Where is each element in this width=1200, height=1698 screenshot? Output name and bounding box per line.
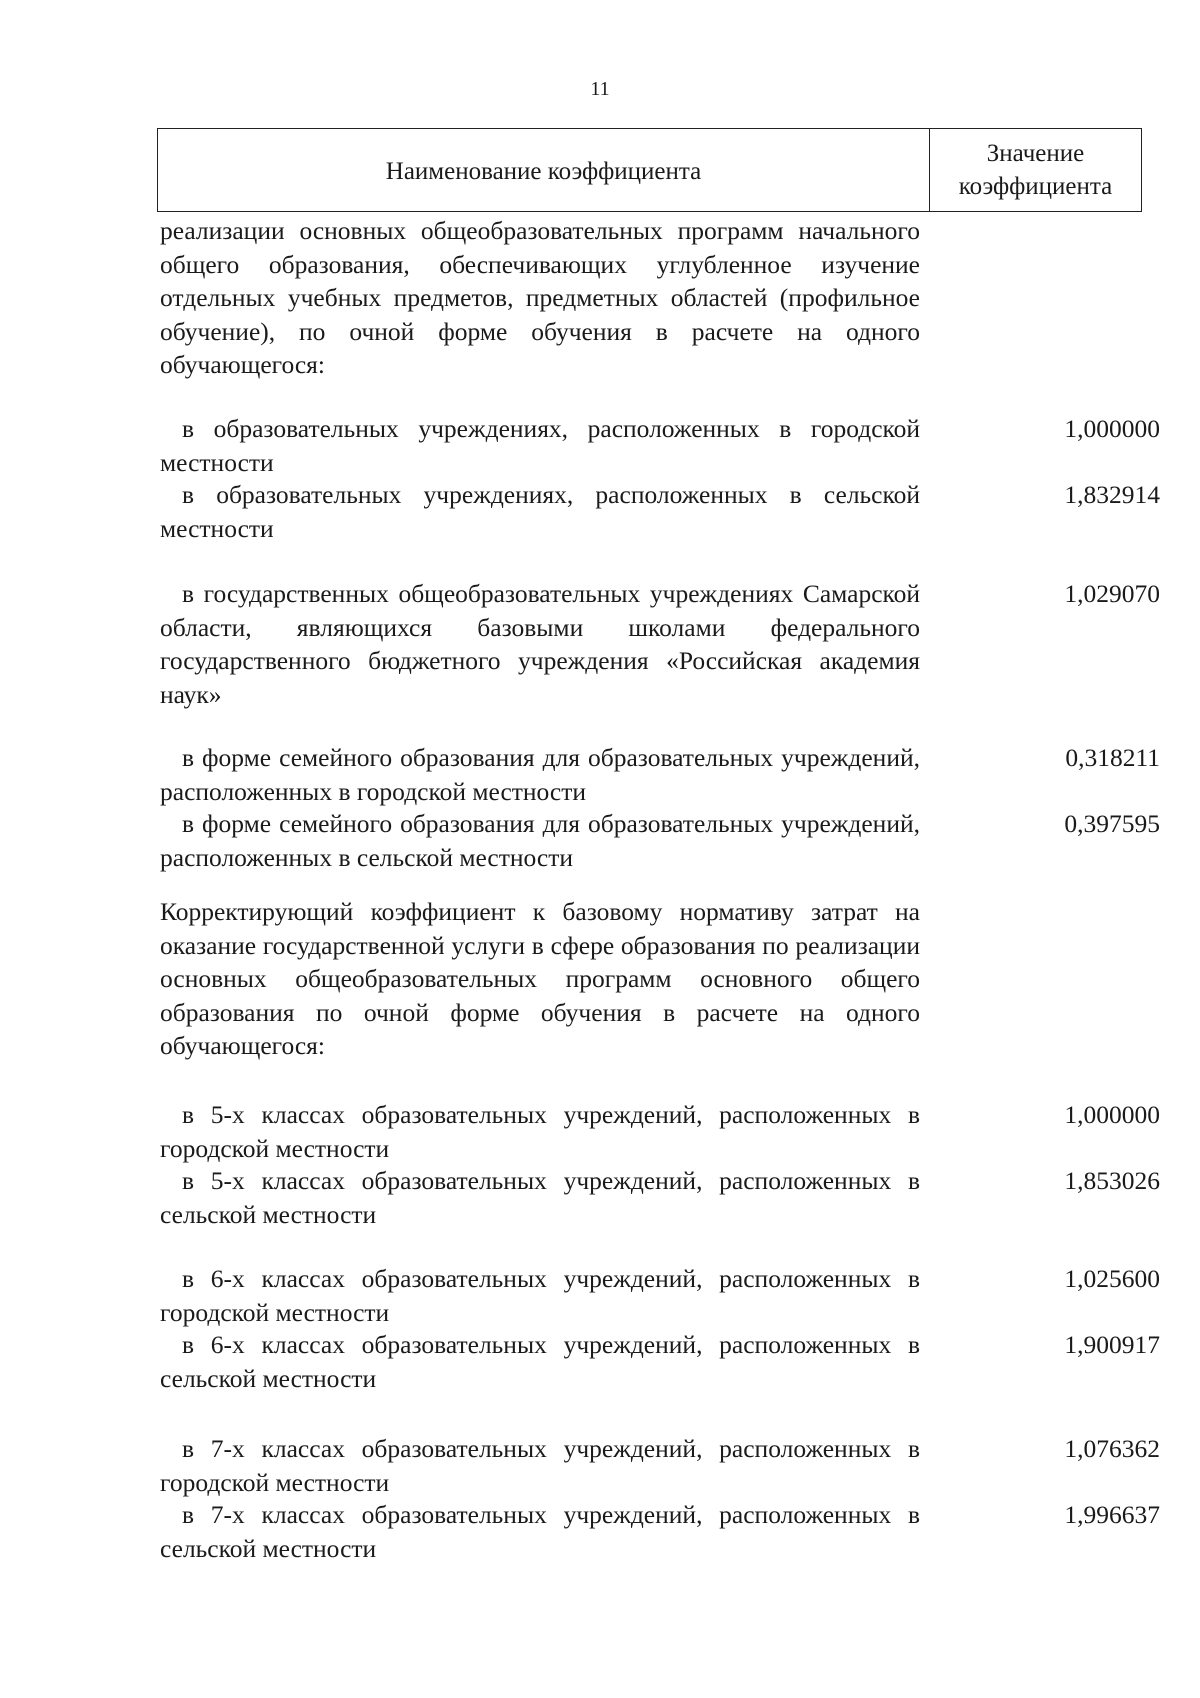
row-value: 1,853026 [1064, 1166, 1160, 1195]
row-label: в государственных общеобразовательных учреждениях Самарской области, являющихся базовыми школами федерального государственного бюджетного учреждения «Российская академия наук» [160, 579, 920, 709]
row-value: 1,029070 [1064, 579, 1160, 608]
table-row [160, 1328, 1160, 1395]
section-title: Корректирующий коэффициент к базовому нормативу затрат на оказание государственной услуги в сфере образования по реализации основных общеобразовательных программ основного общего образования по очной форме обучения в расчете на одного обучающегося: [160, 897, 920, 1060]
row-value: 1,025600 [1064, 1264, 1160, 1293]
table-row [160, 577, 1160, 711]
table-row [160, 478, 1160, 545]
table-row [160, 807, 1160, 874]
row-value: 0,397595 [1064, 809, 1160, 838]
table-row [160, 741, 1160, 808]
row-label: в форме семейного образования для образовательных учреждений, расположенных в сельской местности [160, 809, 920, 872]
table-row [160, 1262, 1160, 1329]
header-value-column: Значение коэффициента [958, 140, 1113, 200]
table-row [160, 1098, 1160, 1165]
row-label: в 6-х классах образовательных учреждений, расположенных в сельской местности [160, 1330, 920, 1393]
row-value: 1,000000 [1064, 1100, 1160, 1129]
row-value: 1,000000 [1064, 414, 1160, 443]
row-value: 1,832914 [1064, 480, 1160, 509]
row-label: в 5-х классах образовательных учреждений, расположенных в сельской местности [160, 1166, 920, 1229]
row-label: в образовательных учреждениях, расположенных в сельской местности [160, 480, 920, 543]
row-label: в 5-х классах образовательных учреждений, расположенных в городской местности [160, 1100, 920, 1163]
table-row [160, 1164, 1160, 1231]
row-label: в 6-х классах образовательных учреждений, расположенных в городской местности [160, 1264, 920, 1327]
table-row [160, 1498, 1160, 1565]
row-value: 1,900917 [1064, 1330, 1160, 1359]
table-row [160, 1432, 1160, 1499]
table-row [160, 412, 1160, 479]
intro-text: реализации основных общеобразовательных программ начального общего образования, обеспечивающих углубленное изучение отдельных учебных предметов, предметных областей (профильное обучение), по очной форме обучения в расчете на одного обучающегося: [160, 216, 920, 379]
row-label: в образовательных учреждениях, расположенных в городской местности [160, 414, 920, 477]
row-value: 1,076362 [1064, 1434, 1160, 1463]
header-name-column: Наименование коэффициента [158, 129, 930, 211]
row-label: в 7-х классах образовательных учреждений, расположенных в сельской местности [160, 1500, 920, 1563]
row-value: 0,318211 [1065, 743, 1160, 772]
page-number: 11 [590, 78, 610, 100]
row-label: в форме семейного образования для образовательных учреждений, расположенных в городской местности [160, 743, 920, 806]
table-header [157, 128, 1142, 212]
row-value: 1,996637 [1064, 1500, 1160, 1529]
row-label: в 7-х классах образовательных учреждений, расположенных в городской местности [160, 1434, 920, 1497]
